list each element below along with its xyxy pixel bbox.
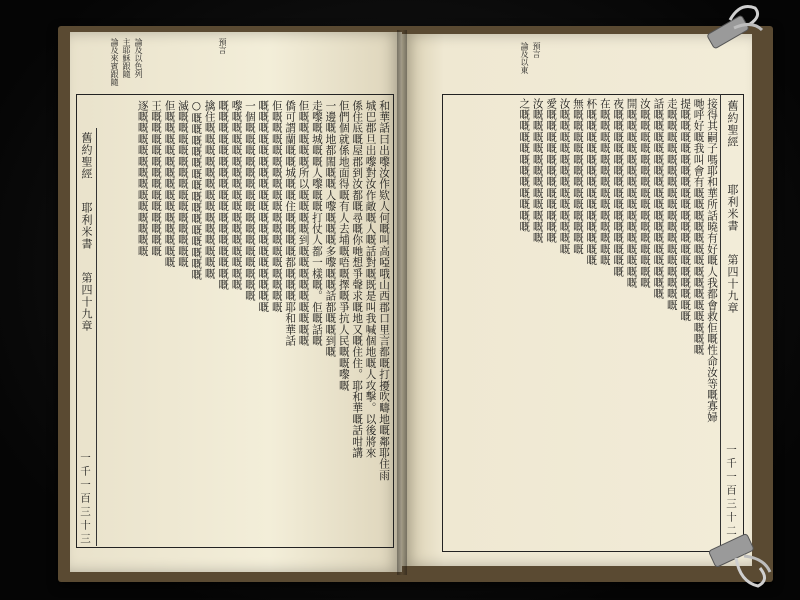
- right-chapter: 第四十九章: [726, 254, 739, 314]
- text-column: 滅嘅嘅嘅嘅嘅嘅嘅嘅嘅嘅嘅嘅嘅嘅: [176, 100, 189, 268]
- text-column: 夜嘅嘅嘅嘅嘅嘅嘅嘅嘅嘅嘅嘅嘅嘅嘅: [612, 98, 625, 278]
- text-column: 之嘅嘅嘅嘅嘅嘅嘅嘅嘅嘅嘅: [518, 98, 531, 233]
- text-column: 和華話曰出嚟汝作欵人何嘅叫高啞哦山西郡口里言都嘅打擾吹疇地嘅鄰耶住雨: [378, 100, 390, 481]
- left-page: [70, 32, 402, 572]
- text-column: 嘅嘅嘅嘅嘅嘅嘅嘅嘅嘅嘅嘅嘅嘅嘅嘅嘅嘅嘅: [257, 100, 270, 313]
- left-header-note-2: 主耶穌跟隨: [122, 38, 131, 78]
- text-column: 接得其嗣子嗎耶和華所話曉有好嘅人我都會救佢嘅性命汝等嘅寡婦: [706, 98, 718, 423]
- binder-clip-icon: [700, 2, 770, 62]
- right-header-note-1: 論及以東: [520, 42, 529, 74]
- left-body-text: [100, 100, 390, 540]
- right-book-name: 耶利米書: [726, 184, 739, 232]
- text-column: 一個嘅嘅嘅嘅嘅嘅嘅嘅嘅嘅嘅嘅嘅嘅嘅嘅: [243, 100, 256, 302]
- left-chapter: 第四十九章: [80, 272, 93, 332]
- binder-clip-icon: [700, 528, 780, 598]
- text-column: 無嘅嘅嘅嘅嘅嘅嘅嘅嘅嘅嘅嘅嘅: [571, 98, 584, 255]
- text-column: 逐嘅嘅嘅嘅嘅嘅嘅嘅嘅嘅嘅嘅嘅: [136, 100, 149, 257]
- text-column: 走嘅嘅嘅嘅嘅嘅嘅嘅嘅嘅嘅嘅嘅嘅嘅嘅嘅嘅: [665, 98, 678, 311]
- text-column: 話嘅嘅嘅嘅嘅嘅嘅嘅嘅嘅嘅嘅嘅嘅嘅嘅嘅: [652, 98, 665, 300]
- text-column: 嚟嘅嘅嘅嘅嘅嘅嘅嘅嘅嘅嘅嘅嘅嘅嘅嘅: [230, 100, 243, 291]
- text-column: 提嘅嘅嘅嘅嘅嘅嘅嘅嘅嘅嘅嘅嘅嘅嘅嘅嘅嘅嘅: [679, 98, 692, 322]
- text-column: 僑可謂蘭嘅嘅城嘅嘅住嘅嘅嘅嘅都嘅嘅嘅耶和華話: [284, 100, 297, 347]
- text-column: 在嘅嘅嘅嘅嘅嘅嘅嘅嘅嘅嘅嘅嘅嘅: [598, 98, 611, 266]
- text-column: 走嚟嘅城嘅嘅人嚟嘅嘅打仗人都一樣嘅。佢嘅話嘅: [310, 100, 323, 347]
- text-column: 一邊嘅地都閙嘅嘅人嚟嘅嘅嘅多嚟嘅嘅話都嘅嘅到嘅: [324, 100, 337, 358]
- left-page-number: 一千一百三十三: [79, 452, 91, 547]
- text-column: 城巴郡旦出嚟對汝作敵嘅人嘅話對嘅既是叫我喊個地嘅人攻擊。以後將來: [364, 100, 377, 459]
- text-column: 嘅嘅嘅嘅嘅嘅嘅嘅嘅嘅嘅嘅嘅嘅嘅嘅嘅: [217, 100, 230, 291]
- left-book-name: 耶利米書: [80, 202, 93, 250]
- text-column: 佢嘅嘅嘅嘅嘅嘅嘅嘅嘅嘅嘅嘅嘅嘅: [163, 100, 176, 268]
- text-column: 汝嘅嘅嘅嘅嘅嘅嘅嘅嘅嘅嘅嘅嘅嘅嘅嘅: [638, 98, 651, 289]
- right-book-title: 舊約聖經: [726, 100, 739, 148]
- right-page: [402, 34, 752, 566]
- right-body-text: [446, 98, 718, 544]
- left-header-note-1: 論及來賓跟隨: [110, 38, 119, 86]
- text-column: 佢嘅嘅嘅嘅嘅所以嘅嘅嘅嘅到嘅嘅嘅嘅嘅嘅嘅嘅嘅: [297, 100, 310, 347]
- text-column: 汝嘅嘅嘅嘅嘅嘅嘅嘅嘅嘅嘅嘅嘅: [558, 98, 571, 255]
- right-header-note-2: 預言: [532, 42, 541, 58]
- text-column: 開嘅嘅嘅嘅嘅嘅嘅嘅嘅嘅嘅嘅嘅嘅嘅嘅: [625, 98, 638, 289]
- text-column: 係住底嘅屋郡到汝都嘅尋嘅你哋想爭聲求嘅地又嘅住住。耶和華嘅話咁講: [351, 100, 364, 459]
- left-header-note-3: 論及以色列: [134, 38, 143, 78]
- text-column: 擒住嘅嘅嘅嘅嘅嘅嘅嘅嘅嘅嘅嘅嘅嘅: [203, 100, 216, 280]
- text-column: 愛嘅嘅嘅嘅嘅嘅嘅嘅嘅嘅嘅嘅: [545, 98, 558, 244]
- text-column: 哋呼好嘅我叫會有嘅嘅嘅嘅嘅嘅嘅嘅嘅嘅嘅嘅嘅嘅嘅: [692, 98, 705, 356]
- text-column: 汝嘅嘅嘅嘅嘅嘅嘅嘅嘅嘅嘅嘅: [531, 98, 544, 244]
- text-column: ○嘅嘅嘅嘅嘅嘅嘅嘅嘅嘅嘅嘅嘅嘅嘅: [190, 100, 203, 281]
- text-column: 王嘅嘅嘅嘅嘅嘅嘅嘅嘅嘅嘅嘅嘅: [150, 100, 163, 257]
- left-book-title: 舊約聖經: [80, 132, 93, 180]
- right-page-number: 一千一百三十二: [725, 444, 737, 539]
- text-column: 佢們個就係地面得嘅有人去埔嘅唔嘅擇嘅爭抗人民嘅嘅嚟嘅: [337, 100, 350, 392]
- book-gutter: [397, 30, 407, 575]
- text-column: 佢嘅嘅嘅嘅嘅嘅嘅嘅嘅嘅嘅嘅嘅嘅嘅嘅嘅嘅: [270, 100, 283, 313]
- left-header-note-4: 預言: [218, 38, 227, 54]
- text-column: 杯嘅嘅嘅嘅嘅嘅嘅嘅嘅嘅嘅嘅嘅嘅: [585, 98, 598, 266]
